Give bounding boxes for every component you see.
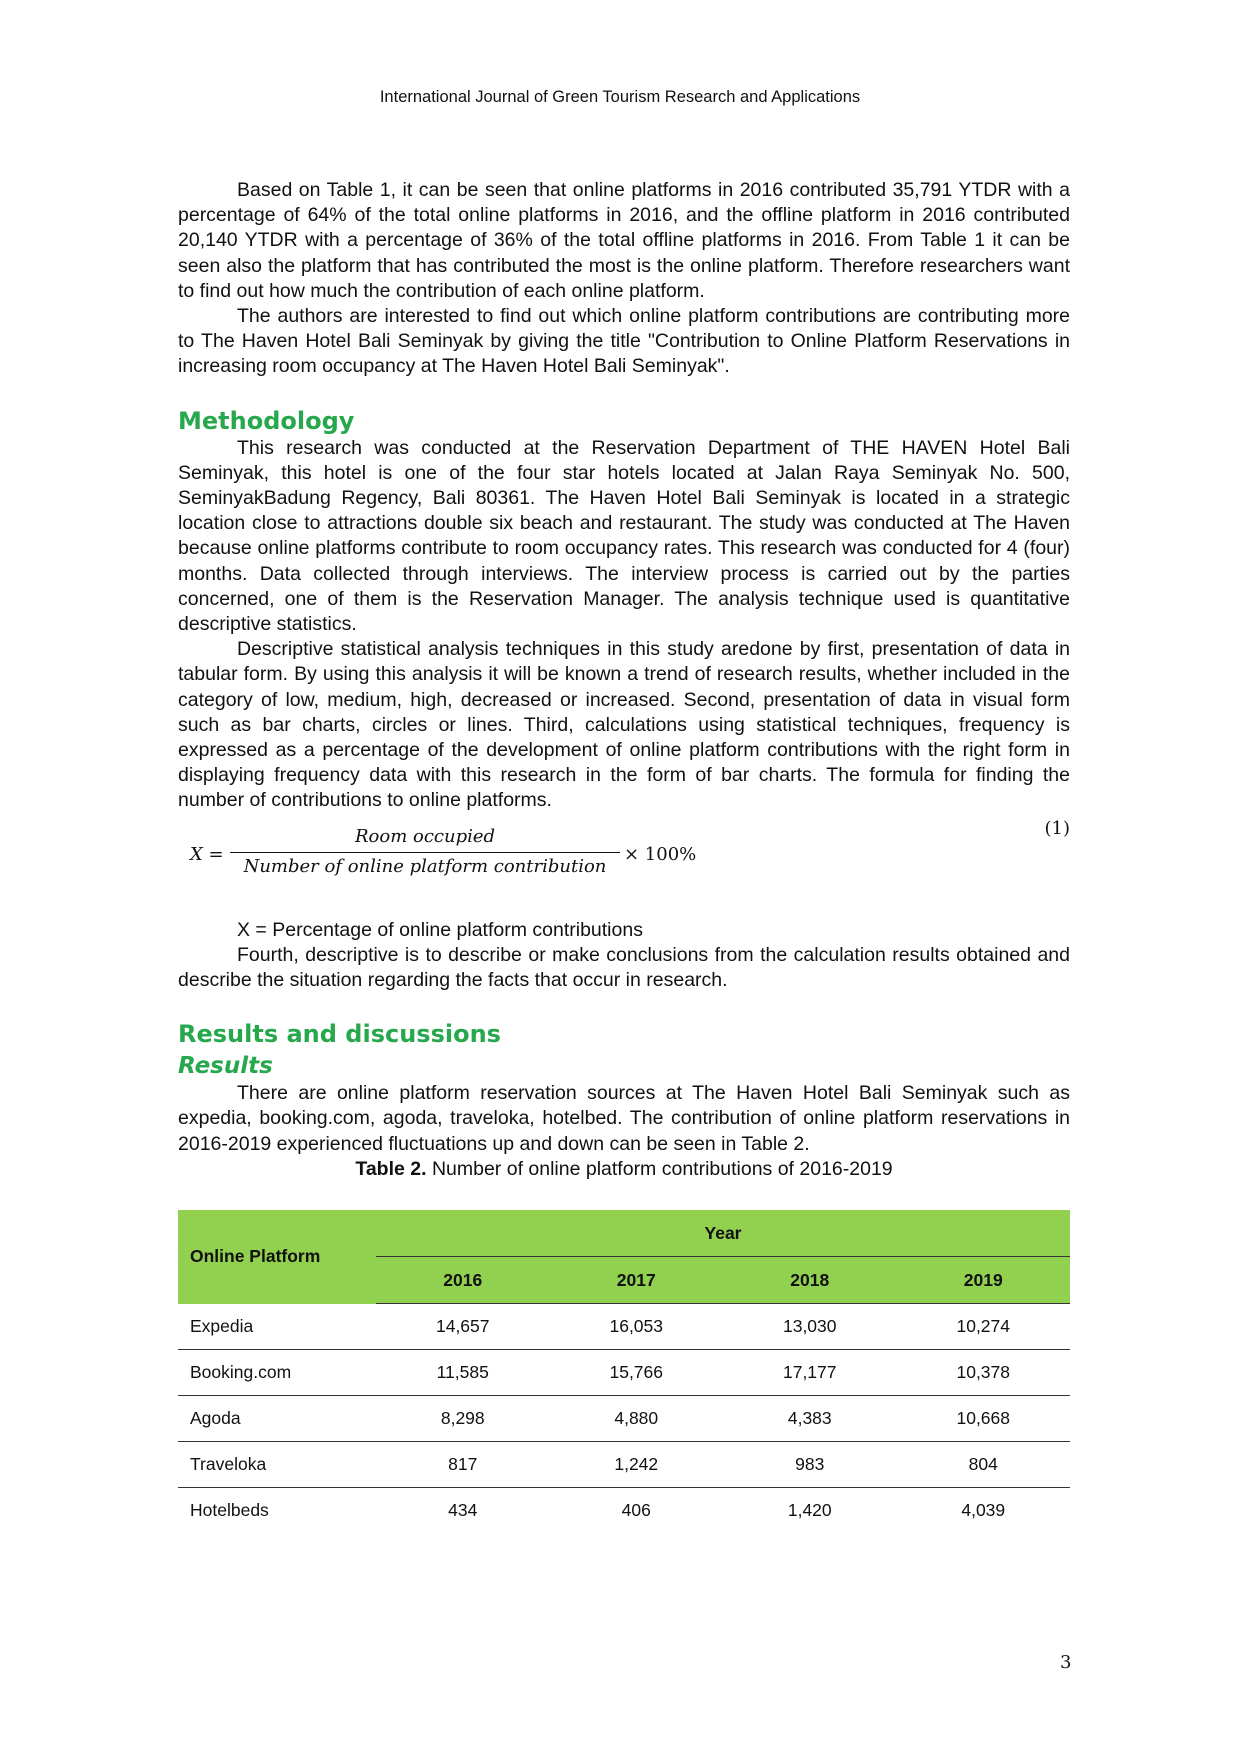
platform-name: Booking.com: [178, 1350, 376, 1396]
table-row: [178, 1350, 1070, 1396]
year-header-2017: 2017: [550, 1257, 724, 1304]
formula-denominator: Number of online platform contribution: [243, 855, 607, 877]
table-caption-text: Number of online platform contributions of 2016-2019: [426, 1157, 893, 1180]
equation-number: (1): [1044, 817, 1070, 839]
platform-name: Agoda: [178, 1396, 376, 1442]
formula-rhs: × 100%: [624, 843, 697, 865]
platform-contributions-table: [178, 1210, 1070, 1533]
platform-column-header: Online Platform: [178, 1210, 376, 1304]
table-cell: 817: [376, 1442, 550, 1488]
page-number: 3: [1060, 1652, 1072, 1673]
table-cell: 15,766: [550, 1350, 724, 1396]
intro-paragraph-1: Based on Table 1, it can be seen that online platforms in 2016 contributed 35,791 YTDR with a percentage of 64% of the total online platforms in 2016, and the offline platform in 2016 contributed 20,140 YTDR with a percentage of 36% of the total offline platforms in 2016. From Table 1 it can be seen also the platform that has contributed the most is the online platform. Therefore researchers want to find out how much the contribution of each online platform.: [178, 179, 1070, 302]
table-cell: 4,039: [961, 1500, 1006, 1521]
year-header-2018: 2018: [723, 1257, 897, 1304]
table-cell: 10,668: [897, 1396, 1071, 1442]
results-subheading: Results: [178, 1053, 273, 1080]
table-cell: 11,585: [376, 1350, 550, 1396]
table-caption: [178, 1157, 1070, 1182]
methodology-paragraph-2: Descriptive statistical analysis techniques in this study aredone by first, presentation of data in tabular form. By using this analysis it will be known a trend of research results, whether included in the category of low, medium, high, decreased or increased. Second, presentation of data in visual form such as bar charts, circles or lines. Third, calculations using statistical techniques, frequency is expressed as a percentage of the development of online platform contributions with the right form in displaying frequency data with this research in the form of bar charts. The formula for finding the number of contributions to online platforms.: [178, 638, 1070, 812]
results-heading: Results and discussions: [178, 1020, 501, 1049]
table-cell: 13,030: [723, 1304, 897, 1350]
table-cell: 4,383: [723, 1396, 897, 1442]
formula-equation: [178, 817, 1070, 884]
intro-paragraph-2: The authors are interested to find out which online platform contributions are contributing more to The Haven Hotel Bali Seminyak by giving the title "Contribution to Online Platform Reservations in increasing room occupancy at The Haven Hotel Bali Seminyak".: [178, 305, 1070, 378]
table-cell: 14,657: [376, 1304, 550, 1350]
formula-definition: X = Percentage of online platform contributions: [237, 918, 643, 941]
table-row: [178, 1304, 1070, 1350]
fraction-bar: [230, 852, 620, 853]
year-header-2019: 2019: [897, 1257, 1071, 1304]
table-cell: 804: [897, 1442, 1071, 1488]
formula-lhs: X =: [190, 843, 224, 865]
methodology-closing: Fourth, descriptive is to describe or make conclusions from the calculation results obtained and describe the situation regarding the facts that occur in research.: [178, 943, 1070, 992]
table-cell: 16,053: [550, 1304, 724, 1350]
formula-numerator: Room occupied: [354, 825, 496, 847]
table-cell: 1,420: [787, 1500, 832, 1521]
methodology-heading: Methodology: [178, 406, 355, 435]
table-cell: 10,274: [897, 1304, 1071, 1350]
platform-name: Traveloka: [178, 1442, 376, 1488]
page-content: [178, 178, 1070, 1533]
table-cell: 10,378: [897, 1350, 1071, 1396]
table-cell: 434: [448, 1500, 478, 1521]
methodology-paragraph-1: This research was conducted at the Reservation Department of THE HAVEN Hotel Bali Seminyak, this hotel is one of the four star hotels located at Jalan Raya Seminyak No. 500, SeminyakBadung Regency, Bali 80361. The Haven Hotel Bali Seminyak is located in a strategic location close to attractions double six beach and restaurant. The study was conducted at The Haven because online platforms contribute to room occupancy rates. This research was conducted for 4 (four) months. Data collected through interviews. The interview process is carried out by the parties concerned, one of them is the Reservation Manager. The analysis technique used is quantitative descriptive statistics.: [178, 436, 1070, 636]
table-row: [178, 1442, 1070, 1488]
table-cell: 17,177: [723, 1350, 897, 1396]
platform-name: Expedia: [178, 1304, 376, 1350]
year-header-2016: 2016: [376, 1257, 550, 1304]
year-group-header: Year: [376, 1210, 1070, 1257]
table-cell: 4,880: [550, 1396, 724, 1442]
journal-header: International Journal of Green Tourism Research and Applications: [379, 88, 861, 106]
table-cell: 1,242: [550, 1442, 724, 1488]
platform-name: Hotelbeds: [190, 1500, 269, 1521]
table-cell: 983: [723, 1442, 897, 1488]
table-row: [178, 1396, 1070, 1442]
results-paragraph: There are online platform reservation sources at The Haven Hotel Bali Seminyak such as expedia, booking.com, agoda, traveloka, hotelbed. The contribution of online platform reservations in 2016-2019 experienced fluctuations up and down can be seen in Table 2.: [178, 1082, 1070, 1155]
table-row: [178, 1488, 1070, 1534]
table-cell: 406: [621, 1500, 651, 1521]
table-cell: 8,298: [376, 1396, 550, 1442]
table-caption-label: Table 2.: [355, 1157, 427, 1180]
